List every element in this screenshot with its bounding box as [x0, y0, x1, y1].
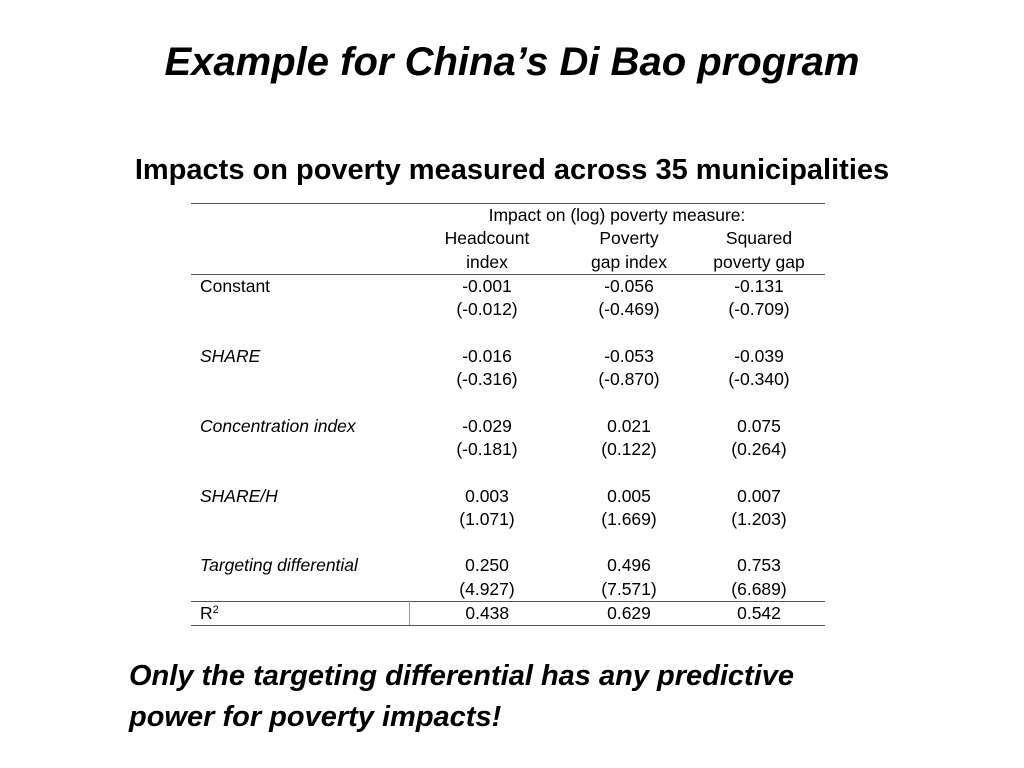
row-spacer [191, 461, 825, 484]
coef-cell: 0.021 [607, 415, 651, 436]
regression-table [191, 203, 825, 626]
row-spacer [191, 391, 825, 414]
coef-cell: -0.056 [604, 275, 654, 296]
tstat-cell: (-0.709) [728, 299, 790, 320]
coef-cell: 0.753 [737, 555, 781, 576]
tstat-cell: (-0.870) [598, 369, 660, 390]
header-empty-cell [191, 204, 409, 228]
table-row-tstat [191, 438, 825, 461]
conclusion-text [129, 656, 949, 738]
header-span-label: Impact on (log) poverty measure: [409, 204, 825, 228]
slide-title: Example for China’s Di Bao program [164, 40, 860, 84]
row-label-concentration-index: Concentration index [200, 415, 356, 436]
table-header-row-2 [191, 251, 825, 275]
coef-cell: -0.029 [462, 415, 512, 436]
tstat-cell: (6.689) [731, 578, 787, 599]
coef-cell: 0.007 [737, 485, 781, 506]
column-subheader-squared: poverty gap [693, 251, 825, 275]
slide-subtitle: Impacts on poverty measured across 35 municipalities [134, 154, 890, 186]
tstat-cell: (-0.181) [456, 438, 518, 459]
tstat-cell: (4.927) [459, 578, 515, 599]
coef-cell: 0.003 [465, 485, 509, 506]
conclusion-line-2: power for poverty impacts! [129, 701, 502, 733]
row-label-share-h: SHARE/H [200, 485, 278, 506]
tstat-cell: (0.122) [601, 438, 657, 459]
table-row [191, 415, 825, 438]
table-row-tstat [191, 508, 825, 531]
r-squared-value: 0.629 [565, 602, 693, 626]
tstat-cell: (1.669) [601, 508, 657, 529]
r-squared-value: 0.542 [693, 602, 825, 626]
coef-cell: 0.250 [465, 555, 509, 576]
column-header-poverty-gap: Poverty [599, 228, 659, 249]
column-header-squared: Squared [725, 228, 793, 249]
coef-cell: -0.053 [604, 345, 654, 366]
row-label-targeting-differential: Targeting differential [200, 555, 358, 576]
coef-cell: 0.005 [607, 485, 651, 506]
tstat-cell: (1.071) [459, 508, 515, 529]
column-subheader-headcount: index [409, 251, 565, 275]
row-label-constant: Constant [200, 275, 271, 296]
tstat-cell: (-0.469) [598, 299, 660, 320]
coef-cell: 0.496 [607, 555, 651, 576]
tstat-cell: (0.264) [731, 438, 787, 459]
coef-cell: -0.039 [734, 345, 784, 366]
column-header-headcount: Headcount [444, 228, 530, 249]
row-label-share: SHARE [200, 345, 261, 366]
r-squared-value: 0.438 [409, 602, 565, 626]
table-row-tstat [191, 368, 825, 391]
coef-cell: -0.131 [734, 275, 784, 296]
tstat-cell: (-0.012) [456, 299, 518, 320]
tstat-cell: (-0.316) [456, 369, 518, 390]
coef-cell: -0.016 [462, 345, 512, 366]
row-spacer [191, 321, 825, 344]
tstat-cell: (1.203) [731, 508, 787, 529]
r-squared-superscript: 2 [212, 604, 219, 617]
coef-cell: 0.075 [737, 415, 781, 436]
coef-cell: -0.001 [462, 275, 512, 296]
row-label-r-squared [191, 602, 409, 626]
table-header-span-row [191, 204, 825, 228]
table-header-row-1 [191, 227, 825, 250]
table-row [191, 345, 825, 368]
tstat-cell: (7.571) [601, 578, 657, 599]
column-subheader-poverty-gap: gap index [565, 251, 693, 275]
table-row-tstat [191, 298, 825, 321]
row-spacer [191, 531, 825, 554]
tstat-cell: (-0.340) [728, 369, 790, 390]
r-squared-base: R [200, 603, 213, 624]
conclusion-line-1: Only the targeting differential has any predictive [129, 660, 795, 692]
table-row [191, 554, 825, 577]
table-row [191, 485, 825, 508]
table-row-tstat [191, 578, 825, 602]
table-row [191, 274, 825, 298]
table-row-r-squared [191, 602, 825, 626]
